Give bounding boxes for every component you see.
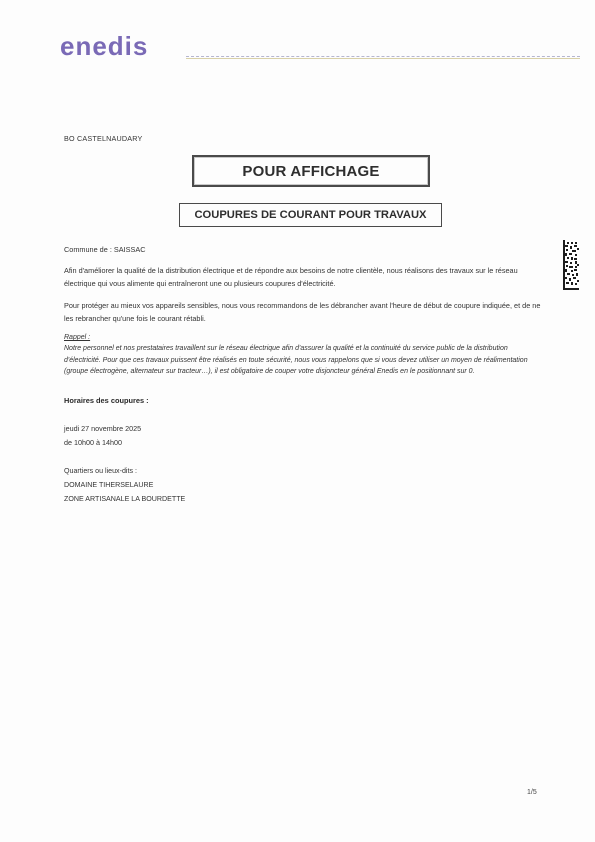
enedis-logo-mark xyxy=(60,34,172,58)
commune-line: Commune de : SAISSAC xyxy=(64,245,146,254)
quartier-item: DOMAINE TIHERSELAURE xyxy=(64,481,154,489)
header-rule xyxy=(186,56,580,57)
schedule-block xyxy=(64,422,141,450)
schedule-date: jeudi 27 novembre 2025 xyxy=(64,424,142,433)
svg-text:enedis: enedis xyxy=(60,34,149,58)
page-subtitle: COUPURES DE COURANT POUR TRAVAUX xyxy=(179,203,442,227)
page-title: POUR AFFICHAGE xyxy=(192,155,430,187)
schedule-time: de 10h00 à 14h00 xyxy=(64,438,122,447)
header-rule-accent xyxy=(186,58,580,59)
intro-paragraph: Afin d'améliorer la qualité de la distribution électrique et de répondre aux besoins de notre clientèle, nous réalisons des travaux sur le réseau électrique qui vous alimente qui entraîneront une ou plusieurs coupures d'électricité. xyxy=(64,266,518,288)
quartier-item: ZONE ARTISANALE LA BOURDETTE xyxy=(64,495,186,503)
page-number: 1/5 xyxy=(527,789,537,796)
advice-paragraph: Pour protéger au mieux vos appareils sensibles, nous vous recommandons de les débrancher avant l'heure de début de coupure indiquée, et de ne les rebrancher qu'une fois le courant rétabli. xyxy=(64,301,541,323)
rappel-label: Rappel : xyxy=(64,334,91,341)
sender-office: BO CASTELNAUDARY xyxy=(64,134,143,143)
rappel-text: Notre personnel et nos prestataires travaillent sur le réseau électrique afin d'assurer la qualité et la continuité du service public de la distribution d'électricité. Pour que ces travaux puissent être réalisés en toute sécurité, nous vous rappelons que si vous devez utiliser un moyen de réalimentation (groupe électrogène, alternateur sur tracteur…), il est obligatoire de couper votre disjoncteur général Enedis en le positionnant sur 0. xyxy=(64,345,528,375)
quartiers-label: Quartiers ou lieux-dits : xyxy=(64,467,137,475)
enedis-logo xyxy=(60,34,172,63)
datamatrix-code-icon xyxy=(563,240,579,290)
quartiers-block xyxy=(64,464,185,506)
schedule-heading: Horaires des coupures : xyxy=(64,396,149,405)
